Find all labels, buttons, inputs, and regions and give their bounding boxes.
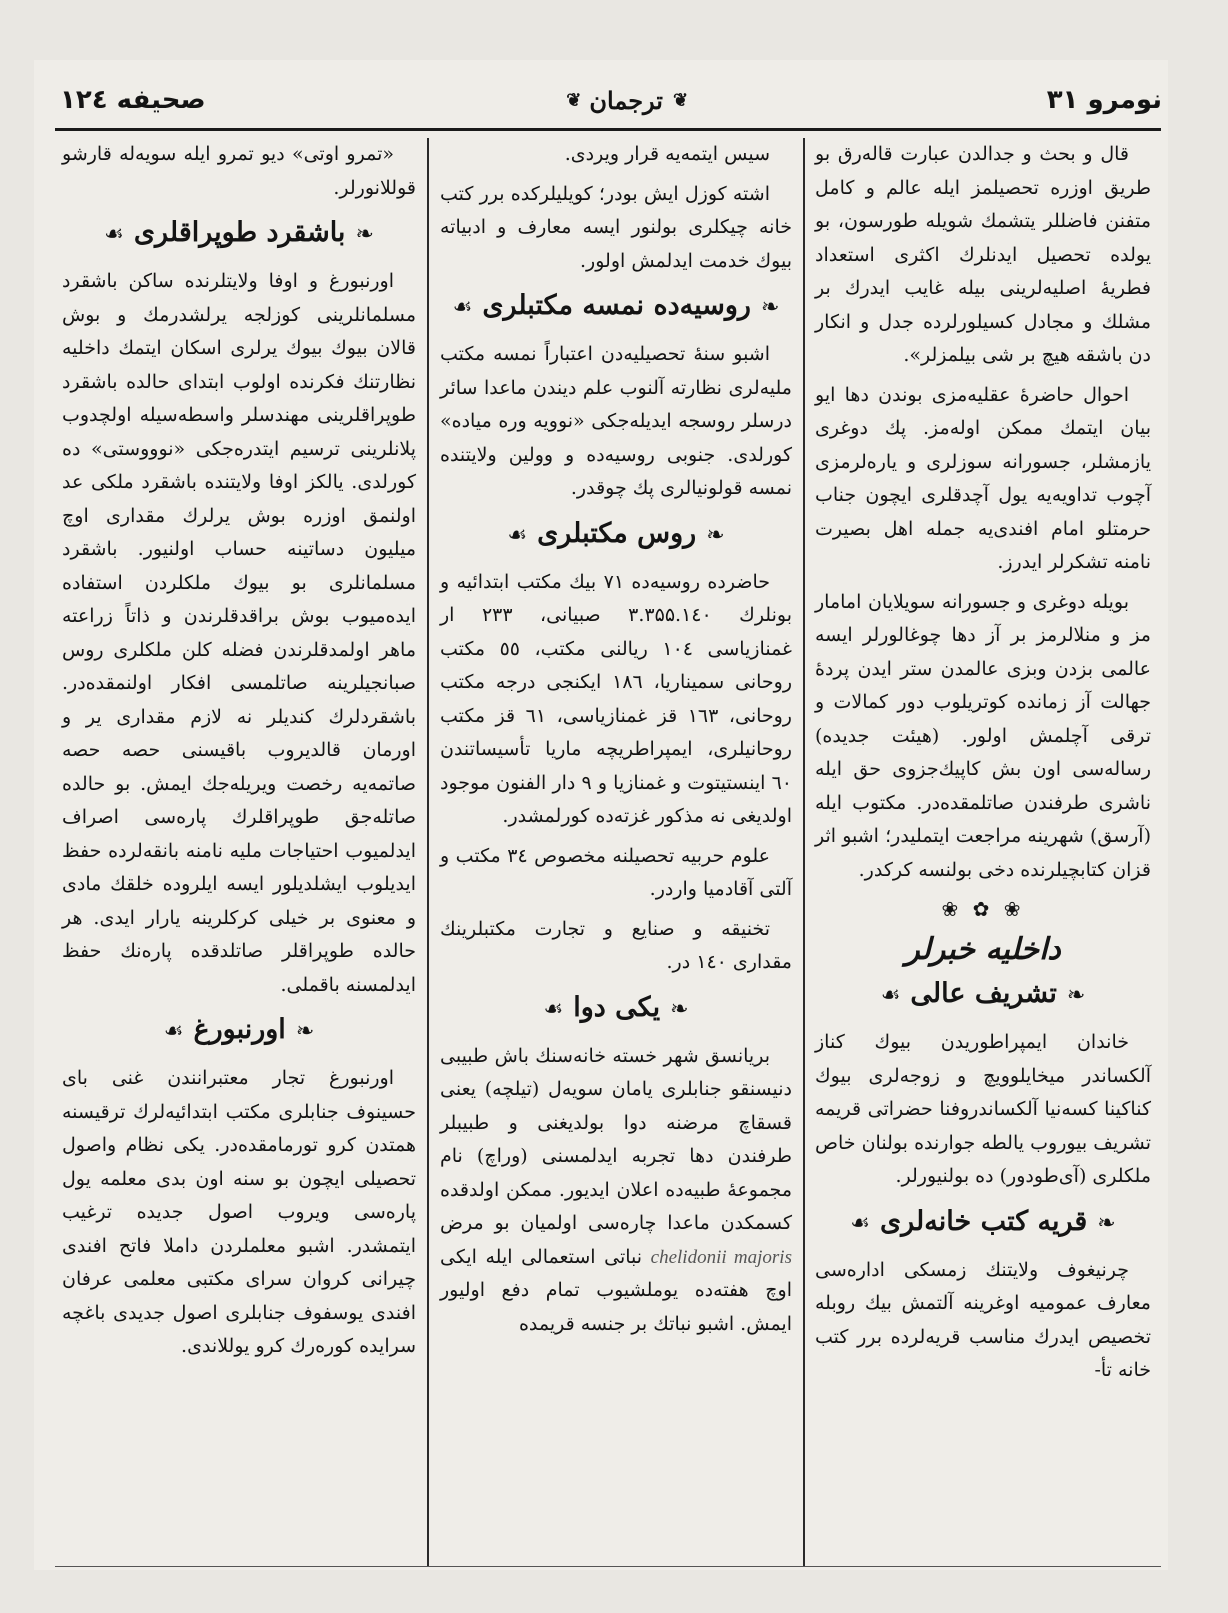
article-paragraph: «تمرو اوتی» دیو تمرو ایله سویەله قارشو قوللانورلر. (62, 143, 416, 199)
article-heading (815, 1202, 1151, 1244)
ornament-icon: ☙ (507, 522, 528, 548)
ornament-icon: ❦ (566, 89, 580, 111)
masthead-title (566, 86, 686, 115)
ornament-icon: ❧ (295, 1019, 315, 1044)
article-paragraph: سیس ایتمەیه قرار ویردی. (564, 143, 770, 165)
issue-number: نومرو ۳۱ (1046, 85, 1162, 115)
article-heading (440, 286, 792, 328)
article-paragraph: احوال حاضرهٔ عقلیەمزی بوندن دها ایو بیان ایتمك ممکن اولەمز. پك دوغری یازمشلر، جسورانه سوزلری و یارەلرمزی آچوب تداویەیه یول آچدقلری ایچون جناب حرمتلو امام افندی‌یه جمله اهل بصیرت نامنه تشکرلر ایدرز. (815, 383, 1151, 573)
middle-column (430, 138, 802, 1558)
article-paragraph: اورنبورغ تجار معتبرانندن غنی بای حسینوف جنابلری مکتب ابتدائیەلرك ترقیسنه همتدن کرو تورمامقده‌در. یکی نظام واصول تحصیلی ایچون بو سنه اون بدی معلمه یول پارەسی ویروب اصول جدیده ترغیب ایتمشدر. اشبو معلملردن داملا فاتح افندی چیرانی کروان سرای مکتبی معلمی عرفان افندی یوسفوف جنابلری اصول جدیدی باغچه سرایده کورەرك کرو یوللاندی. (62, 1067, 416, 1357)
heading-text: روسیەده نمسه مکتبلری (482, 290, 751, 321)
article-paragraph: اشته کوزل ایش بودر؛ کویلیلرکده برر کتب خانه چیکلری بولنور ایسه معارف و ادبیاته بیوك خدمت ایدلمش اولور. (440, 182, 792, 272)
heading-text: باشقرد طوپراقلری (133, 217, 346, 248)
heading-text: تشریف عالی (910, 978, 1057, 1009)
header-rule (55, 128, 1161, 131)
article-paragraph: قال و بحث و جدالدن عبارت قالەرق بو طریق اوزره تحصیلمز ایله عالم و کامل متفنن فاضللر یتشمك شویله طورسون، بو یولده تحصیل ایدنلرك اکثری استعداد فطریهٔ اصلیەلرینی بیله غایب ایدرك بر مشلك و مجادل کسیلورلرده جدل و انکار دن باشقه هیچ بر شی بیلمزلر». (815, 143, 1151, 366)
article-heading (62, 213, 416, 255)
ornament-icon: ❧ (1097, 1210, 1116, 1236)
ornamental-divider: ❀ ✿ ❀ (941, 897, 1025, 921)
article-heading (440, 988, 792, 1030)
ornament-icon: ☙ (850, 1210, 870, 1236)
page-header (60, 78, 1162, 122)
article-paragraph: بویله دوغری و جسورانه سویلایان امامار مز و منلالرمز بر آز دها چوغالورلر ایسه عالمی بزدن وبزی عالمدن ستر ایدن پردهٔ جهالت آز زمانده کوتریلوب دور کمالات و ترقی آچلمش اولور. (هیئت جدیده) رسالەسی اون بش کاپیك‌جزوی حق ایله ناشری طرفندن صاتلمقده‌در. مکتوب ایله (آرسق) شهرینه مراجعت ایتملیدر؛ اشبو اثر قزان کتابچیلرنده دخی بولنسه کرکدر. (815, 590, 1151, 881)
article-paragraph: اشبو سنهٔ تحصیلیەدن اعتباراً نمسه مکتب ملیەلری نظارته آلنوب علم دیندن ماعدا سائر درسلر روسجه ایدیله‌جکی «نوویه وره میاده» کورلدی. جنوبی روسیەده و وولین ولایتنده نمسه قولونیالری پك چوقدر. (440, 343, 792, 499)
section-title: داخلیه خبرلر (905, 931, 1061, 967)
ornament-icon: ☙ (163, 1019, 184, 1044)
article-paragraph: خاندان ایمپراطوریدن بیوك کناز آلکساندر میخایلوویچ و زوجەلری بیوك کناکینا کسه‌نیا آلکساندروفنا حضراتی قریمه تشریف بیوروب یالطه جوارنده بولنان خاص ملکلری (آی‌طودور) ده بولنیورلر. (815, 1031, 1151, 1187)
ornament-icon: ❦ (672, 89, 687, 111)
article-heading (440, 514, 792, 556)
ornament-icon: ❧ (355, 222, 374, 247)
heading-text: یکی دوا (573, 991, 661, 1023)
left-column (52, 138, 426, 1558)
article-paragraph: تخنیقه و صنایع و تجارت مکتبلرینك مقداری ۱٤۰ در. (440, 917, 792, 973)
heading-text: روس مکتبلری (537, 517, 697, 549)
page-number: صحیفه ۱۲٤ (60, 85, 206, 115)
ornament-icon: ❧ (1066, 983, 1086, 1008)
article-paragraph: چرنیغوف ولایتنك زمسکی ادارەسی معارف عمومیه اوغرینه آلتمش بیك روبله تخصیص ایدرك مناسب قریەلرده برر کتب خانه تأ- (815, 1258, 1151, 1381)
article-paragraph: حاضرده روسیەده ۷۱ بیك مکتب ابتدائیه و بونلرك ۳.۳۵۵.۱٤۰ صبیانی، ۲۳۳ ار غمنازیاسی ۱۰٤ ریالنی مکتب، ٥٥ مکتب روحانی سمیناریا، ۱۸٦ ایکنجی درجه مکتب روحانی، ۱٦۳ قز غمنازیاسی، ٦۱ قز مکتب روحانیلری، ایمپراطریچه ماریا تأسیساتندن ٦۰ اینستیتوت و غمنازیا و ۹ دار الفنون موجود اولدیغی نه مذکور غزتەده کورلمشدر. (440, 570, 793, 827)
article-paragraph: اورنبورغ و اوفا ولایتلرنده ساکن باشقرد مسلمانلرینی کوزلجه یرلشدرمك و بوش قالان بیوك بیوك یرلری اسکان ایتمك داخلیه نظارتنك فکرنده اولوب ابتدای حالده باشقرد طوپراقلرینی مهندسلر واسطەسیله اولچدوب پلانلرینی ترسیم ایتدرەجکی «نوووستی» ده کورلدی. یالکز اوفا ولایتنده باشقرد ملکی عد اولنمق اوزره بوش یرلرك مقداری اوچ میلیون دساتینه حساب اولنیور. باشقرد مسلمانلری بو بیوك ملکلردن استفاده ایدەمیوب بوش براقدقلرندن و ذاتاً زراعته ماهر اولمدقلرندن فضله کلن ملکلری روس صبانجیلرینه صاتلمسی افکار اولنمقده‌در. باشقردلرك کندیلر نه لازم مقداری یر و اورمان قالدیروب باقیسنی حصه حصه صاتمەیه رخصت ویریله‌جك ایمش. بو حالده صاتله‌جق طوپراقلرك پارەسی اصراف ایدلمیوب احتیاجات ملیه نامنه بانقەلرده حفظ ایدیلوب ایشلدیلور ایسه ایلروده خلقك مادی و معنوی بر خیلی کرکلرینه یارار ایدی. هر حالده طوپراقلر صاتلدقده پارەنك حفظ ایدلمسنه باقملی. (62, 270, 416, 996)
ornament-icon: ❧ (670, 996, 689, 1022)
article-heading (62, 1010, 416, 1052)
paragraph-text: نباتی استعمالی ایله ایکی اوچ هفتەده یوملشیوب تمام دفع اولیور ایمش. اشبو نباتك بر جنسه قریمده (440, 1245, 792, 1335)
paragraph-text: بریانسق شهر خسته خانەسنك باش طبیبی دنیسنقو جنابلری یامان سویەل (تیلچه) یعنی قسقاچ مرضنه دوا بولدیغنی و طبیبلر طرفندن دها تجربه ایدلمسنی (وراچ) نام مجموعهٔ طبیەده اعلان ایدیور. ممکن اولدقده کسمکدن ماعدا چارەسی اولمیان بو مرض (440, 1044, 792, 1234)
ornament-icon: ☙ (452, 295, 473, 320)
masthead-text: ترجمان (589, 85, 663, 115)
heading-text: قریه کتب خانەلری (880, 1205, 1088, 1237)
heading-text: اورنبورغ (193, 1014, 286, 1045)
ornament-icon: ☙ (104, 222, 124, 247)
column-divider (427, 138, 429, 1566)
ornament-icon: ☙ (543, 996, 564, 1022)
ornament-icon: ❧ (760, 295, 780, 320)
latin-term: chelidonii majoris (650, 1246, 792, 1268)
article-heading (815, 974, 1151, 1016)
ornament-icon: ☙ (880, 983, 901, 1008)
ornament-icon: ❧ (706, 522, 725, 548)
right-column (805, 138, 1161, 1558)
article-paragraph (440, 1040, 792, 1342)
footer-rule (55, 1566, 1161, 1567)
article-paragraph: علوم حربیه تحصیلنه مخصوص ۳٤ مکتب و آلتی آقادمیا واردر. (440, 844, 792, 900)
